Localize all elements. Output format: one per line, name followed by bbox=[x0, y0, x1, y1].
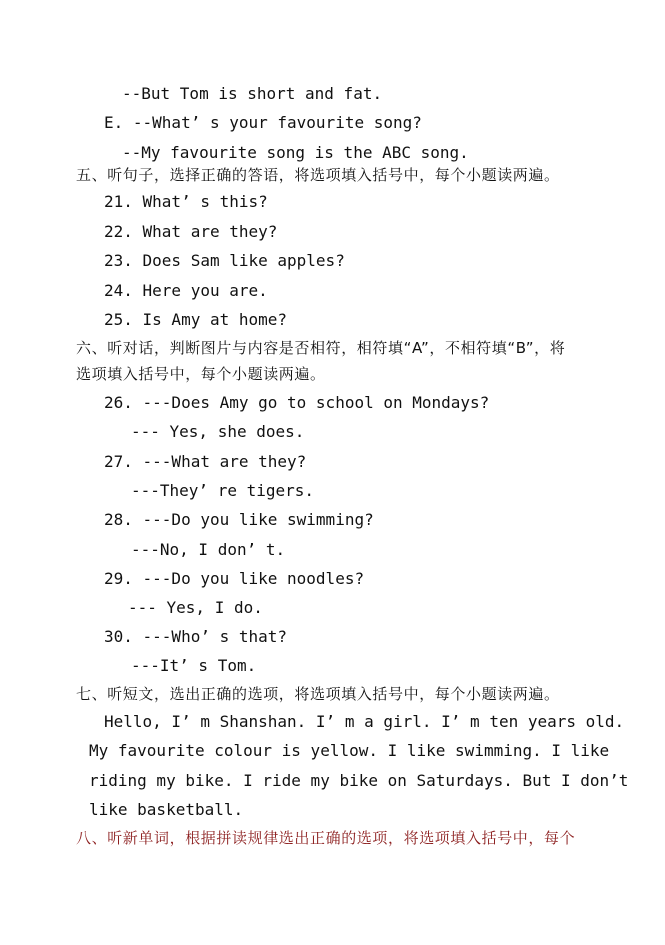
answer-line: ---It’ s Tom. bbox=[131, 656, 257, 675]
question-item: 23. Does Sam like apples? bbox=[104, 251, 345, 270]
question-item: 29. ---Do you like noodles? bbox=[104, 569, 365, 588]
question-item: 25. Is Amy at home? bbox=[104, 310, 288, 329]
dialogue-line: --But Tom is short and fat. bbox=[122, 84, 383, 103]
passage-line: like basketball. bbox=[89, 800, 244, 819]
question-item: 28. ---Do you like swimming? bbox=[104, 510, 374, 529]
section-heading-6: 六、听对话，判断图片与内容是否相符，相符填“A”，不相符填“B”，将 bbox=[76, 339, 566, 357]
passage-line: Hello, I’ m Shanshan. I’ m a girl. I’ m ten years old. bbox=[104, 712, 625, 731]
dialogue-line: E. --What’ s your favourite song? bbox=[104, 113, 422, 132]
answer-line: ---No, I don’ t. bbox=[131, 540, 286, 559]
answer-line: --- Yes, I do. bbox=[128, 598, 263, 617]
passage-line: My favourite colour is yellow. I like swimming. I like bbox=[89, 741, 610, 760]
section-heading-7: 七、听短文，选出正确的选项，将选项填入括号中，每个小题读两遍。 bbox=[76, 685, 560, 703]
answer-line: ---They’ re tigers. bbox=[131, 481, 315, 500]
question-item: 21. What’ s this? bbox=[104, 192, 268, 211]
question-item: 27. ---What are they? bbox=[104, 452, 307, 471]
dialogue-line: --My favourite song is the ABC song. bbox=[122, 143, 469, 162]
question-item: 30. ---Who’ s that? bbox=[104, 627, 288, 646]
question-item: 26. ---Does Amy go to school on Mondays? bbox=[104, 393, 490, 412]
question-item: 22. What are they? bbox=[104, 222, 278, 241]
section-heading-8: 八、听新单词，根据拼读规律选出正确的选项，将选项填入括号中，每个 bbox=[76, 829, 576, 847]
answer-line: --- Yes, she does. bbox=[131, 422, 305, 441]
section-heading-5: 五、听句子，选择正确的答语，将选项填入括号中，每个小题读两遍。 bbox=[76, 166, 560, 184]
section-heading-6-cont: 选项填入括号中，每个小题读两遍。 bbox=[76, 365, 326, 383]
passage-line: riding my bike. I ride my bike on Saturdays. But I don’t bbox=[89, 771, 629, 790]
question-item: 24. Here you are. bbox=[104, 281, 268, 300]
